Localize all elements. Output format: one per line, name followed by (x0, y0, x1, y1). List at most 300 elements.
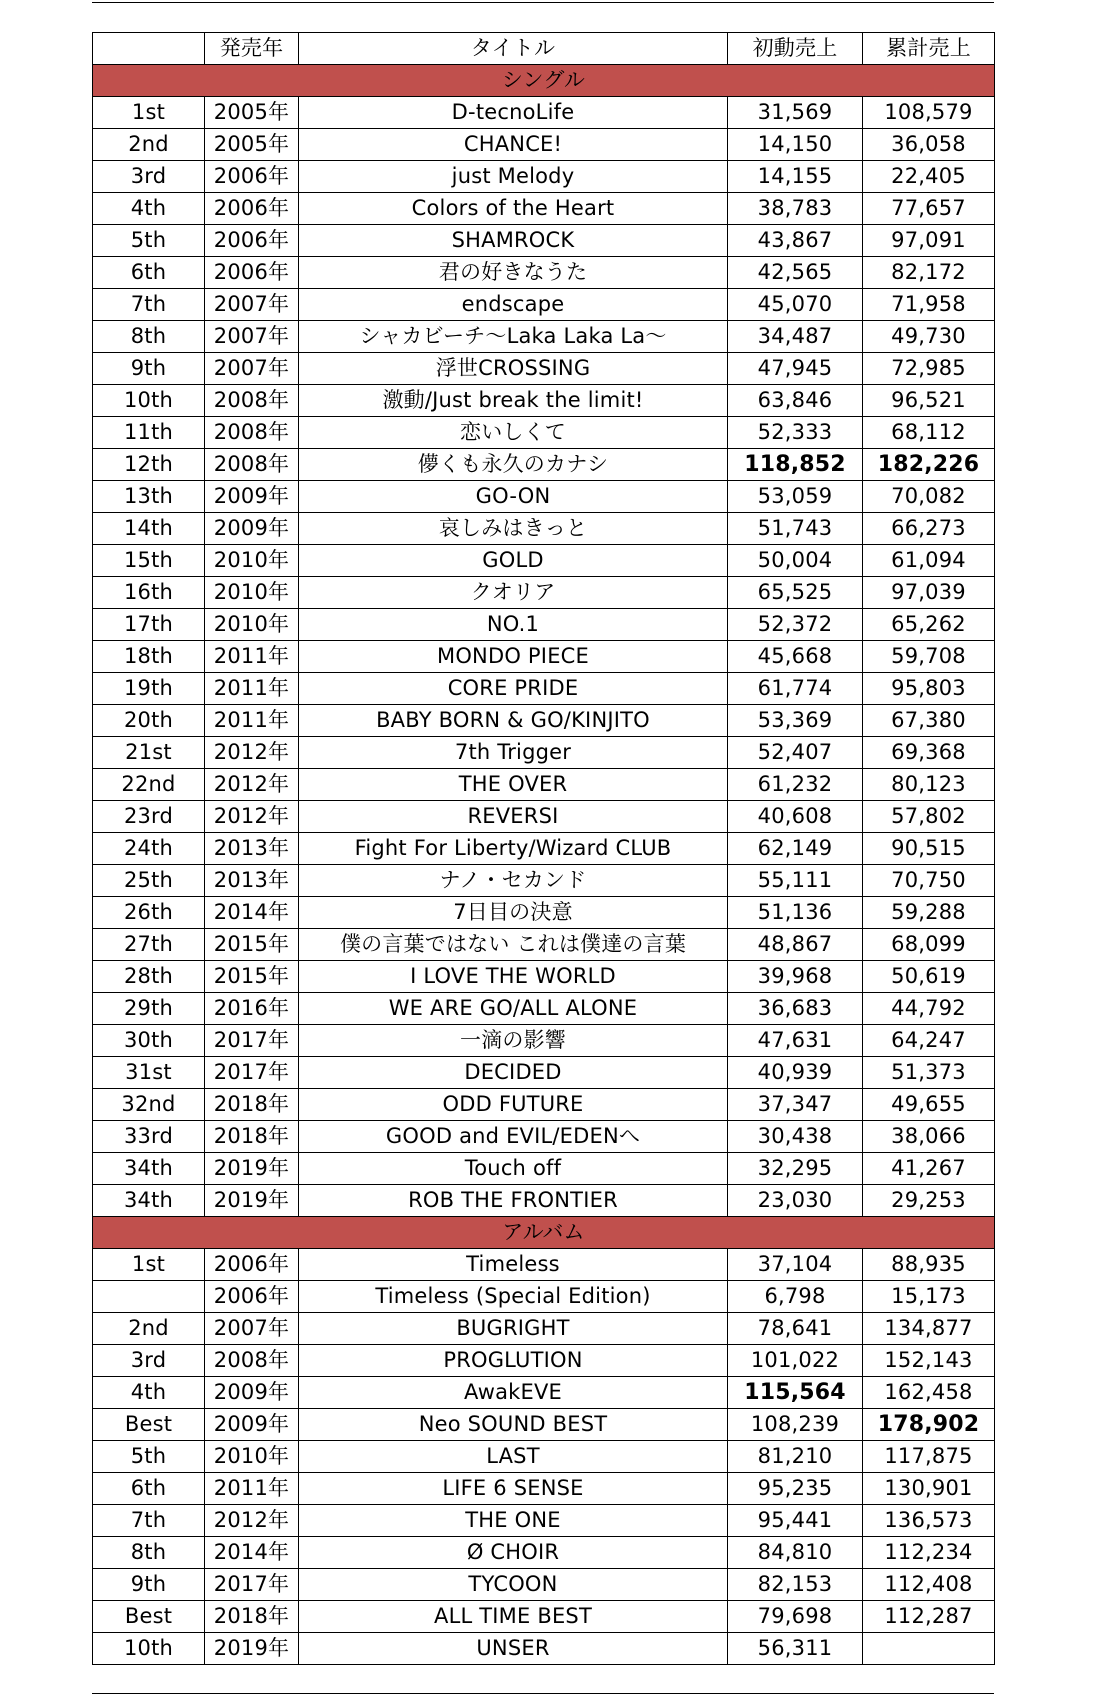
table-row (93, 1025, 995, 1057)
cell-first-week-sales: 45,070 (728, 289, 863, 321)
table-body (93, 65, 995, 1665)
cell-year: 2009年 (205, 1409, 299, 1441)
table-row (93, 321, 995, 353)
table-row (93, 193, 995, 225)
cell-number: 15th (93, 545, 205, 577)
cell-number: 6th (93, 1473, 205, 1505)
cell-total-sales: 36,058 (863, 129, 995, 161)
cell-first-week-sales: 51,743 (728, 513, 863, 545)
cell-number: 16th (93, 577, 205, 609)
cell-first-week-sales: 52,372 (728, 609, 863, 641)
table-row (93, 897, 995, 929)
cell-first-week-sales: 36,683 (728, 993, 863, 1025)
table-row (93, 961, 995, 993)
cell-first-week-sales: 53,059 (728, 481, 863, 513)
cell-number: 27th (93, 929, 205, 961)
cell-number: 24th (93, 833, 205, 865)
cell-total-sales: 90,515 (863, 833, 995, 865)
cell-total-sales: 22,405 (863, 161, 995, 193)
cell-total-sales: 88,935 (863, 1249, 995, 1281)
cell-number: 2nd (93, 1313, 205, 1345)
cell-number: 34th (93, 1153, 205, 1185)
cell-first-week-sales: 32,295 (728, 1153, 863, 1185)
table-row (93, 1089, 995, 1121)
cell-title: DECIDED (299, 1057, 728, 1089)
cell-year: 2018年 (205, 1601, 299, 1633)
cell-first-week-sales: 62,149 (728, 833, 863, 865)
cell-number: 10th (93, 385, 205, 417)
cell-number: Best (93, 1601, 205, 1633)
cell-year: 2019年 (205, 1185, 299, 1217)
cell-total-sales: 70,750 (863, 865, 995, 897)
cell-number: 4th (93, 193, 205, 225)
header-total-sales: 累計売上 (863, 33, 995, 65)
cell-number: 34th (93, 1185, 205, 1217)
cell-number: 5th (93, 1441, 205, 1473)
cell-title: Timeless (299, 1249, 728, 1281)
cell-number: 22nd (93, 769, 205, 801)
cell-title: 僕の言葉ではない これは僕達の言葉 (299, 929, 728, 961)
cell-year: 2012年 (205, 737, 299, 769)
table-row (93, 1409, 995, 1441)
cell-title: I LOVE THE WORLD (299, 961, 728, 993)
table-row (93, 129, 995, 161)
cell-year: 2015年 (205, 961, 299, 993)
cell-number: 21st (93, 737, 205, 769)
cell-title: UNSER (299, 1633, 728, 1665)
cell-total-sales: 49,730 (863, 321, 995, 353)
top-rule (92, 2, 994, 3)
cell-first-week-sales: 30,438 (728, 1121, 863, 1153)
cell-number: 7th (93, 289, 205, 321)
table-row (93, 513, 995, 545)
cell-first-week-sales: 52,407 (728, 737, 863, 769)
table-row (93, 641, 995, 673)
section-header (93, 65, 995, 97)
header-first-week-sales: 初動売上 (728, 33, 863, 65)
cell-first-week-sales: 31,569 (728, 97, 863, 129)
cell-year: 2010年 (205, 577, 299, 609)
cell-year: 2008年 (205, 417, 299, 449)
cell-total-sales: 182,226 (863, 449, 995, 481)
cell-first-week-sales: 47,631 (728, 1025, 863, 1057)
section-label: シングル (93, 65, 995, 97)
table-row (93, 1185, 995, 1217)
cell-first-week-sales: 81,210 (728, 1441, 863, 1473)
table-row (93, 705, 995, 737)
cell-first-week-sales: 40,939 (728, 1057, 863, 1089)
cell-year: 2013年 (205, 833, 299, 865)
cell-total-sales: 117,875 (863, 1441, 995, 1473)
cell-title: ナノ・セカンド (299, 865, 728, 897)
cell-year: 2009年 (205, 513, 299, 545)
cell-total-sales: 66,273 (863, 513, 995, 545)
cell-first-week-sales: 50,004 (728, 545, 863, 577)
cell-first-week-sales: 56,311 (728, 1633, 863, 1665)
cell-number: 9th (93, 1569, 205, 1601)
cell-first-week-sales: 53,369 (728, 705, 863, 737)
cell-title: ODD FUTURE (299, 1089, 728, 1121)
table-row (93, 1441, 995, 1473)
cell-number: 12th (93, 449, 205, 481)
table-row (93, 417, 995, 449)
table-row (93, 257, 995, 289)
cell-title: CORE PRIDE (299, 673, 728, 705)
cell-number: 33rd (93, 1121, 205, 1153)
table-row (93, 993, 995, 1025)
cell-number: 11th (93, 417, 205, 449)
cell-first-week-sales: 82,153 (728, 1569, 863, 1601)
cell-number: 19th (93, 673, 205, 705)
cell-year: 2009年 (205, 481, 299, 513)
cell-title: LAST (299, 1441, 728, 1473)
cell-year: 2018年 (205, 1089, 299, 1121)
cell-title: 恋いしくて (299, 417, 728, 449)
cell-number: 14th (93, 513, 205, 545)
cell-first-week-sales: 14,155 (728, 161, 863, 193)
cell-title: PROGLUTION (299, 1345, 728, 1377)
table-row (93, 449, 995, 481)
cell-first-week-sales: 51,136 (728, 897, 863, 929)
cell-total-sales: 69,368 (863, 737, 995, 769)
cell-total-sales: 162,458 (863, 1377, 995, 1409)
cell-year: 2007年 (205, 321, 299, 353)
cell-total-sales: 80,123 (863, 769, 995, 801)
cell-first-week-sales: 52,333 (728, 417, 863, 449)
cell-title: endscape (299, 289, 728, 321)
cell-year: 2014年 (205, 1537, 299, 1569)
cell-number: 5th (93, 225, 205, 257)
cell-total-sales: 29,253 (863, 1185, 995, 1217)
cell-total-sales: 68,112 (863, 417, 995, 449)
cell-year: 2008年 (205, 449, 299, 481)
cell-number: 31st (93, 1057, 205, 1089)
cell-total-sales: 108,579 (863, 97, 995, 129)
cell-number: 20th (93, 705, 205, 737)
cell-title: CHANCE! (299, 129, 728, 161)
cell-number: 17th (93, 609, 205, 641)
cell-total-sales: 71,958 (863, 289, 995, 321)
cell-title: THE ONE (299, 1505, 728, 1537)
table-row (93, 1249, 995, 1281)
cell-total-sales: 130,901 (863, 1473, 995, 1505)
cell-year: 2005年 (205, 129, 299, 161)
table-row (93, 1537, 995, 1569)
cell-title: LIFE 6 SENSE (299, 1473, 728, 1505)
cell-total-sales: 59,708 (863, 641, 995, 673)
cell-total-sales: 49,655 (863, 1089, 995, 1121)
cell-first-week-sales: 118,852 (728, 449, 863, 481)
table-row (93, 385, 995, 417)
cell-title: 7日目の決意 (299, 897, 728, 929)
cell-first-week-sales: 37,347 (728, 1089, 863, 1121)
cell-first-week-sales: 34,487 (728, 321, 863, 353)
table-row (93, 929, 995, 961)
cell-year: 2013年 (205, 865, 299, 897)
cell-first-week-sales: 39,968 (728, 961, 863, 993)
cell-title: 君の好きなうた (299, 257, 728, 289)
cell-year: 2011年 (205, 641, 299, 673)
cell-title: MONDO PIECE (299, 641, 728, 673)
cell-number: 10th (93, 1633, 205, 1665)
cell-title: Touch off (299, 1153, 728, 1185)
table-row (93, 833, 995, 865)
cell-first-week-sales: 84,810 (728, 1537, 863, 1569)
cell-first-week-sales: 115,564 (728, 1377, 863, 1409)
cell-title: BUGRIGHT (299, 1313, 728, 1345)
cell-number: 8th (93, 1537, 205, 1569)
cell-total-sales: 50,619 (863, 961, 995, 993)
cell-total-sales: 59,288 (863, 897, 995, 929)
cell-title: Ø CHOIR (299, 1537, 728, 1569)
cell-title: 儚くも永久のカナシ (299, 449, 728, 481)
cell-total-sales: 41,267 (863, 1153, 995, 1185)
cell-title: Neo SOUND BEST (299, 1409, 728, 1441)
sales-table (92, 32, 995, 1665)
cell-first-week-sales: 48,867 (728, 929, 863, 961)
cell-title: クオリア (299, 577, 728, 609)
cell-title: WE ARE GO/ALL ALONE (299, 993, 728, 1025)
table-row (93, 1313, 995, 1345)
cell-total-sales: 112,287 (863, 1601, 995, 1633)
cell-year: 2015年 (205, 929, 299, 961)
cell-title: 一滴の影響 (299, 1025, 728, 1057)
table-row (93, 673, 995, 705)
cell-title: GO-ON (299, 481, 728, 513)
cell-first-week-sales: 78,641 (728, 1313, 863, 1345)
cell-year: 2006年 (205, 225, 299, 257)
cell-total-sales: 82,172 (863, 257, 995, 289)
cell-title: 浮世CROSSING (299, 353, 728, 385)
cell-year: 2007年 (205, 1313, 299, 1345)
table-row (93, 1601, 995, 1633)
cell-title: ROB THE FRONTIER (299, 1185, 728, 1217)
table-row (93, 737, 995, 769)
cell-total-sales: 61,094 (863, 545, 995, 577)
table-row (93, 1153, 995, 1185)
cell-total-sales: 15,173 (863, 1281, 995, 1313)
table-row (93, 1377, 995, 1409)
cell-first-week-sales: 42,565 (728, 257, 863, 289)
cell-title: AwakEVE (299, 1377, 728, 1409)
cell-year: 2019年 (205, 1153, 299, 1185)
cell-title: D-tecnoLife (299, 97, 728, 129)
cell-number: 3rd (93, 1345, 205, 1377)
cell-year: 2011年 (205, 1473, 299, 1505)
cell-year: 2006年 (205, 1249, 299, 1281)
cell-number: Best (93, 1409, 205, 1441)
table-row (93, 1281, 995, 1313)
cell-first-week-sales: 43,867 (728, 225, 863, 257)
cell-first-week-sales: 38,783 (728, 193, 863, 225)
cell-year: 2008年 (205, 1345, 299, 1377)
cell-number: 28th (93, 961, 205, 993)
cell-number: 23rd (93, 801, 205, 833)
table-row (93, 545, 995, 577)
cell-title: BABY BORN & GO/KINJITO (299, 705, 728, 737)
cell-first-week-sales: 40,608 (728, 801, 863, 833)
cell-total-sales: 57,802 (863, 801, 995, 833)
table-row (93, 1345, 995, 1377)
cell-total-sales: 112,408 (863, 1569, 995, 1601)
cell-total-sales: 64,247 (863, 1025, 995, 1057)
cell-total-sales: 97,091 (863, 225, 995, 257)
cell-total-sales: 70,082 (863, 481, 995, 513)
table-row (93, 801, 995, 833)
cell-year: 2018年 (205, 1121, 299, 1153)
cell-total-sales: 96,521 (863, 385, 995, 417)
cell-first-week-sales: 63,846 (728, 385, 863, 417)
cell-first-week-sales: 61,232 (728, 769, 863, 801)
cell-number: 30th (93, 1025, 205, 1057)
cell-total-sales (863, 1633, 995, 1665)
cell-total-sales: 178,902 (863, 1409, 995, 1441)
cell-number: 3rd (93, 161, 205, 193)
cell-total-sales: 152,143 (863, 1345, 995, 1377)
table-row (93, 1121, 995, 1153)
cell-year: 2012年 (205, 1505, 299, 1537)
cell-year: 2008年 (205, 385, 299, 417)
table-row (93, 1505, 995, 1537)
cell-title: GOLD (299, 545, 728, 577)
cell-first-week-sales: 23,030 (728, 1185, 863, 1217)
cell-total-sales: 68,099 (863, 929, 995, 961)
cell-year: 2005年 (205, 97, 299, 129)
cell-year: 2011年 (205, 705, 299, 737)
cell-total-sales: 77,657 (863, 193, 995, 225)
cell-title: THE OVER (299, 769, 728, 801)
cell-year: 2006年 (205, 193, 299, 225)
table-row (93, 481, 995, 513)
table-row (93, 1473, 995, 1505)
cell-first-week-sales: 14,150 (728, 129, 863, 161)
cell-title: REVERSI (299, 801, 728, 833)
cell-total-sales: 136,573 (863, 1505, 995, 1537)
cell-first-week-sales: 61,774 (728, 673, 863, 705)
cell-total-sales: 38,066 (863, 1121, 995, 1153)
cell-year: 2011年 (205, 673, 299, 705)
table-row (93, 577, 995, 609)
table-row (93, 769, 995, 801)
cell-year: 2010年 (205, 545, 299, 577)
cell-year: 2006年 (205, 161, 299, 193)
cell-first-week-sales: 108,239 (728, 1409, 863, 1441)
cell-title: GOOD and EVIL/EDENへ (299, 1121, 728, 1153)
cell-total-sales: 95,803 (863, 673, 995, 705)
cell-number (93, 1281, 205, 1313)
cell-total-sales: 65,262 (863, 609, 995, 641)
cell-first-week-sales: 65,525 (728, 577, 863, 609)
cell-year: 2007年 (205, 289, 299, 321)
table-row (93, 1569, 995, 1601)
table-row (93, 161, 995, 193)
cell-title: 激動/Just break the limit! (299, 385, 728, 417)
cell-number: 18th (93, 641, 205, 673)
cell-number: 8th (93, 321, 205, 353)
header-year: 発売年 (205, 33, 299, 65)
cell-number: 9th (93, 353, 205, 385)
cell-number: 4th (93, 1377, 205, 1409)
cell-first-week-sales: 55,111 (728, 865, 863, 897)
cell-first-week-sales: 47,945 (728, 353, 863, 385)
table-row (93, 97, 995, 129)
cell-year: 2010年 (205, 609, 299, 641)
cell-first-week-sales: 95,235 (728, 1473, 863, 1505)
cell-year: 2019年 (205, 1633, 299, 1665)
cell-total-sales: 72,985 (863, 353, 995, 385)
cell-number: 13th (93, 481, 205, 513)
cell-year: 2010年 (205, 1441, 299, 1473)
table-row (93, 609, 995, 641)
cell-title: シャカビーチ〜Laka Laka La〜 (299, 321, 728, 353)
cell-first-week-sales: 79,698 (728, 1601, 863, 1633)
cell-title: SHAMROCK (299, 225, 728, 257)
cell-title: just Melody (299, 161, 728, 193)
cell-total-sales: 67,380 (863, 705, 995, 737)
cell-year: 2006年 (205, 257, 299, 289)
table-row (93, 353, 995, 385)
cell-year: 2007年 (205, 353, 299, 385)
cell-title: NO.1 (299, 609, 728, 641)
cell-total-sales: 44,792 (863, 993, 995, 1025)
cell-year: 2009年 (205, 1377, 299, 1409)
table-row (93, 1057, 995, 1089)
cell-first-week-sales: 101,022 (728, 1345, 863, 1377)
cell-total-sales: 112,234 (863, 1537, 995, 1569)
table-row (93, 289, 995, 321)
cell-number: 7th (93, 1505, 205, 1537)
cell-year: 2017年 (205, 1057, 299, 1089)
cell-year: 2006年 (205, 1281, 299, 1313)
cell-number: 32nd (93, 1089, 205, 1121)
section-label: アルバム (93, 1217, 995, 1249)
cell-number: 1st (93, 1249, 205, 1281)
cell-title: TYCOON (299, 1569, 728, 1601)
cell-title: Fight For Liberty/Wizard CLUB (299, 833, 728, 865)
section-header (93, 1217, 995, 1249)
cell-title: Colors of the Heart (299, 193, 728, 225)
cell-total-sales: 51,373 (863, 1057, 995, 1089)
cell-number: 2nd (93, 129, 205, 161)
cell-title: Timeless (Special Edition) (299, 1281, 728, 1313)
bottom-rule (92, 1693, 994, 1694)
header-number (93, 33, 205, 65)
header-row (93, 33, 995, 65)
cell-title: 7th Trigger (299, 737, 728, 769)
cell-year: 2012年 (205, 801, 299, 833)
cell-year: 2016年 (205, 993, 299, 1025)
table-row (93, 1633, 995, 1665)
cell-title: 哀しみはきっと (299, 513, 728, 545)
cell-first-week-sales: 95,441 (728, 1505, 863, 1537)
cell-total-sales: 134,877 (863, 1313, 995, 1345)
cell-number: 1st (93, 97, 205, 129)
cell-year: 2014年 (205, 897, 299, 929)
cell-total-sales: 97,039 (863, 577, 995, 609)
cell-first-week-sales: 37,104 (728, 1249, 863, 1281)
cell-first-week-sales: 6,798 (728, 1281, 863, 1313)
cell-year: 2017年 (205, 1025, 299, 1057)
cell-year: 2012年 (205, 769, 299, 801)
cell-number: 26th (93, 897, 205, 929)
cell-title: ALL TIME BEST (299, 1601, 728, 1633)
header-title: タイトル (299, 33, 728, 65)
cell-number: 25th (93, 865, 205, 897)
cell-year: 2017年 (205, 1569, 299, 1601)
cell-first-week-sales: 45,668 (728, 641, 863, 673)
cell-number: 6th (93, 257, 205, 289)
table-row (93, 225, 995, 257)
